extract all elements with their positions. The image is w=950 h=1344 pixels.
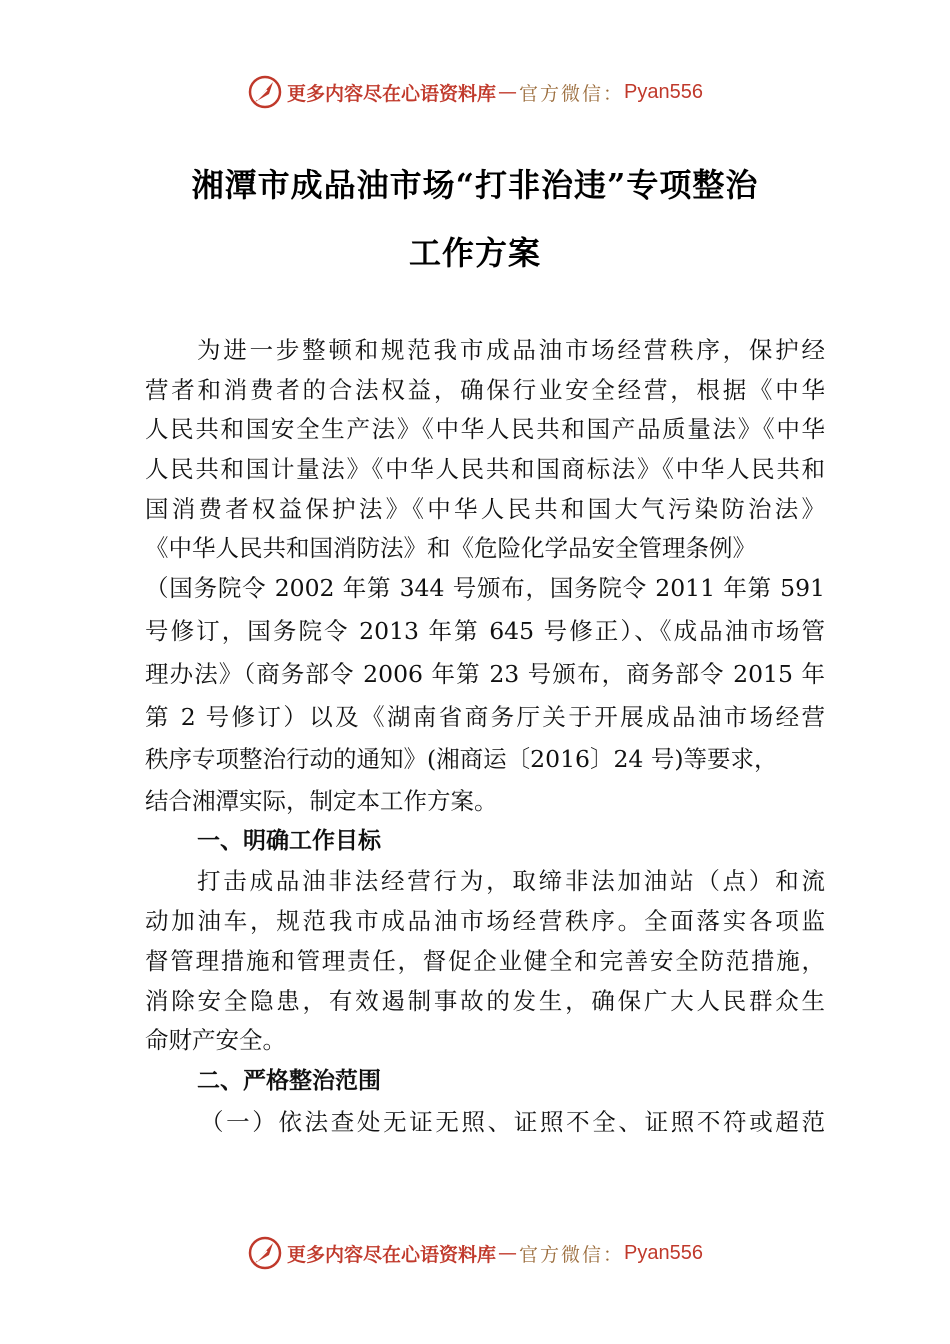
paragraph1-line: 人民共和国安全生产法》《中华人民共和国产品质量法》《中华 [145,415,825,443]
quill-logo-icon [247,74,283,110]
watermark-text: 更多内容尽在心语资料库 [287,82,497,105]
paragraph1-line: 号修订，国务院令 2013 年第 645 号修正）、《成品油市场管 [145,617,825,645]
document-title-line2: 工作方案 [408,234,541,272]
document-title-line1: 湘潭市成品油市场“打非治违”专项整治 [191,166,759,204]
watermark-separator: — [498,81,518,103]
paragraph2-line: 动加油车，规范我市成品油市场经营秩序。全面落实各项监 [145,907,825,935]
quill-logo-icon [247,1235,283,1271]
watermark-footer [0,1233,950,1273]
watermark-wechat-id: Pyan556 [624,80,703,103]
paragraph1-line: 秩序专项整治行动的通知》(湘商运〔2016〕24 号)等要求， [145,745,778,773]
paragraph1-line: 为进一步整顿和规范我市成品油市场经营秩序，保护经 [197,336,825,364]
paragraph2-line: 督管理措施和管理责任，督促企业健全和完善安全防范措施， [145,947,825,975]
paragraph2-line: 命财产安全。 [145,1026,286,1054]
section-heading-2: 二、严格整治范围 [197,1068,381,1094]
paragraph3-line: （一）依法查处无证无照、证照不全、证照不符或超范 [200,1108,825,1136]
watermark-wechat-id: Pyan556 [624,1241,703,1264]
paragraph1-line: 结合湘潭实际，制定本工作方案。 [145,787,498,815]
paragraph1-line: （国务院令 2002 年第 344 号颁布，国务院令 2011 年第 591 [145,574,825,602]
paragraph1-line: 《中华人民共和国消防法》和《危险化学品安全管理条例》 [145,534,756,562]
watermark-label: 官方微信： [519,1243,625,1266]
paragraph1-line: 人民共和国计量法》《中华人民共和国商标法》《中华人民共和 [145,455,825,483]
section-heading-1: 一、明确工作目标 [197,828,381,854]
paragraph2-line: 消除安全隐患，有效遏制事故的发生，确保广大人民群众生 [145,987,825,1015]
paragraph1-line: 理办法》（商务部令 2006 年第 23 号颁布，商务部令 2015 年 [145,660,825,688]
watermark-label: 官方微信： [519,82,625,105]
watermark-text: 更多内容尽在心语资料库 [287,1243,497,1266]
watermark-separator: — [498,1242,518,1264]
paragraph1-line: 营者和消费者的合法权益，确保行业安全经营，根据《中华 [145,376,825,404]
watermark-header [0,72,950,112]
paragraph2-line: 打击成品油非法经营行为，取缔非法加油站（点）和流 [197,867,825,895]
paragraph1-line: 第 2 号修订）以及《湖南省商务厅关于开展成品油市场经营 [145,703,825,731]
paragraph1-line: 国消费者权益保护法》《中华人民共和国大气污染防治法》 [145,495,825,523]
